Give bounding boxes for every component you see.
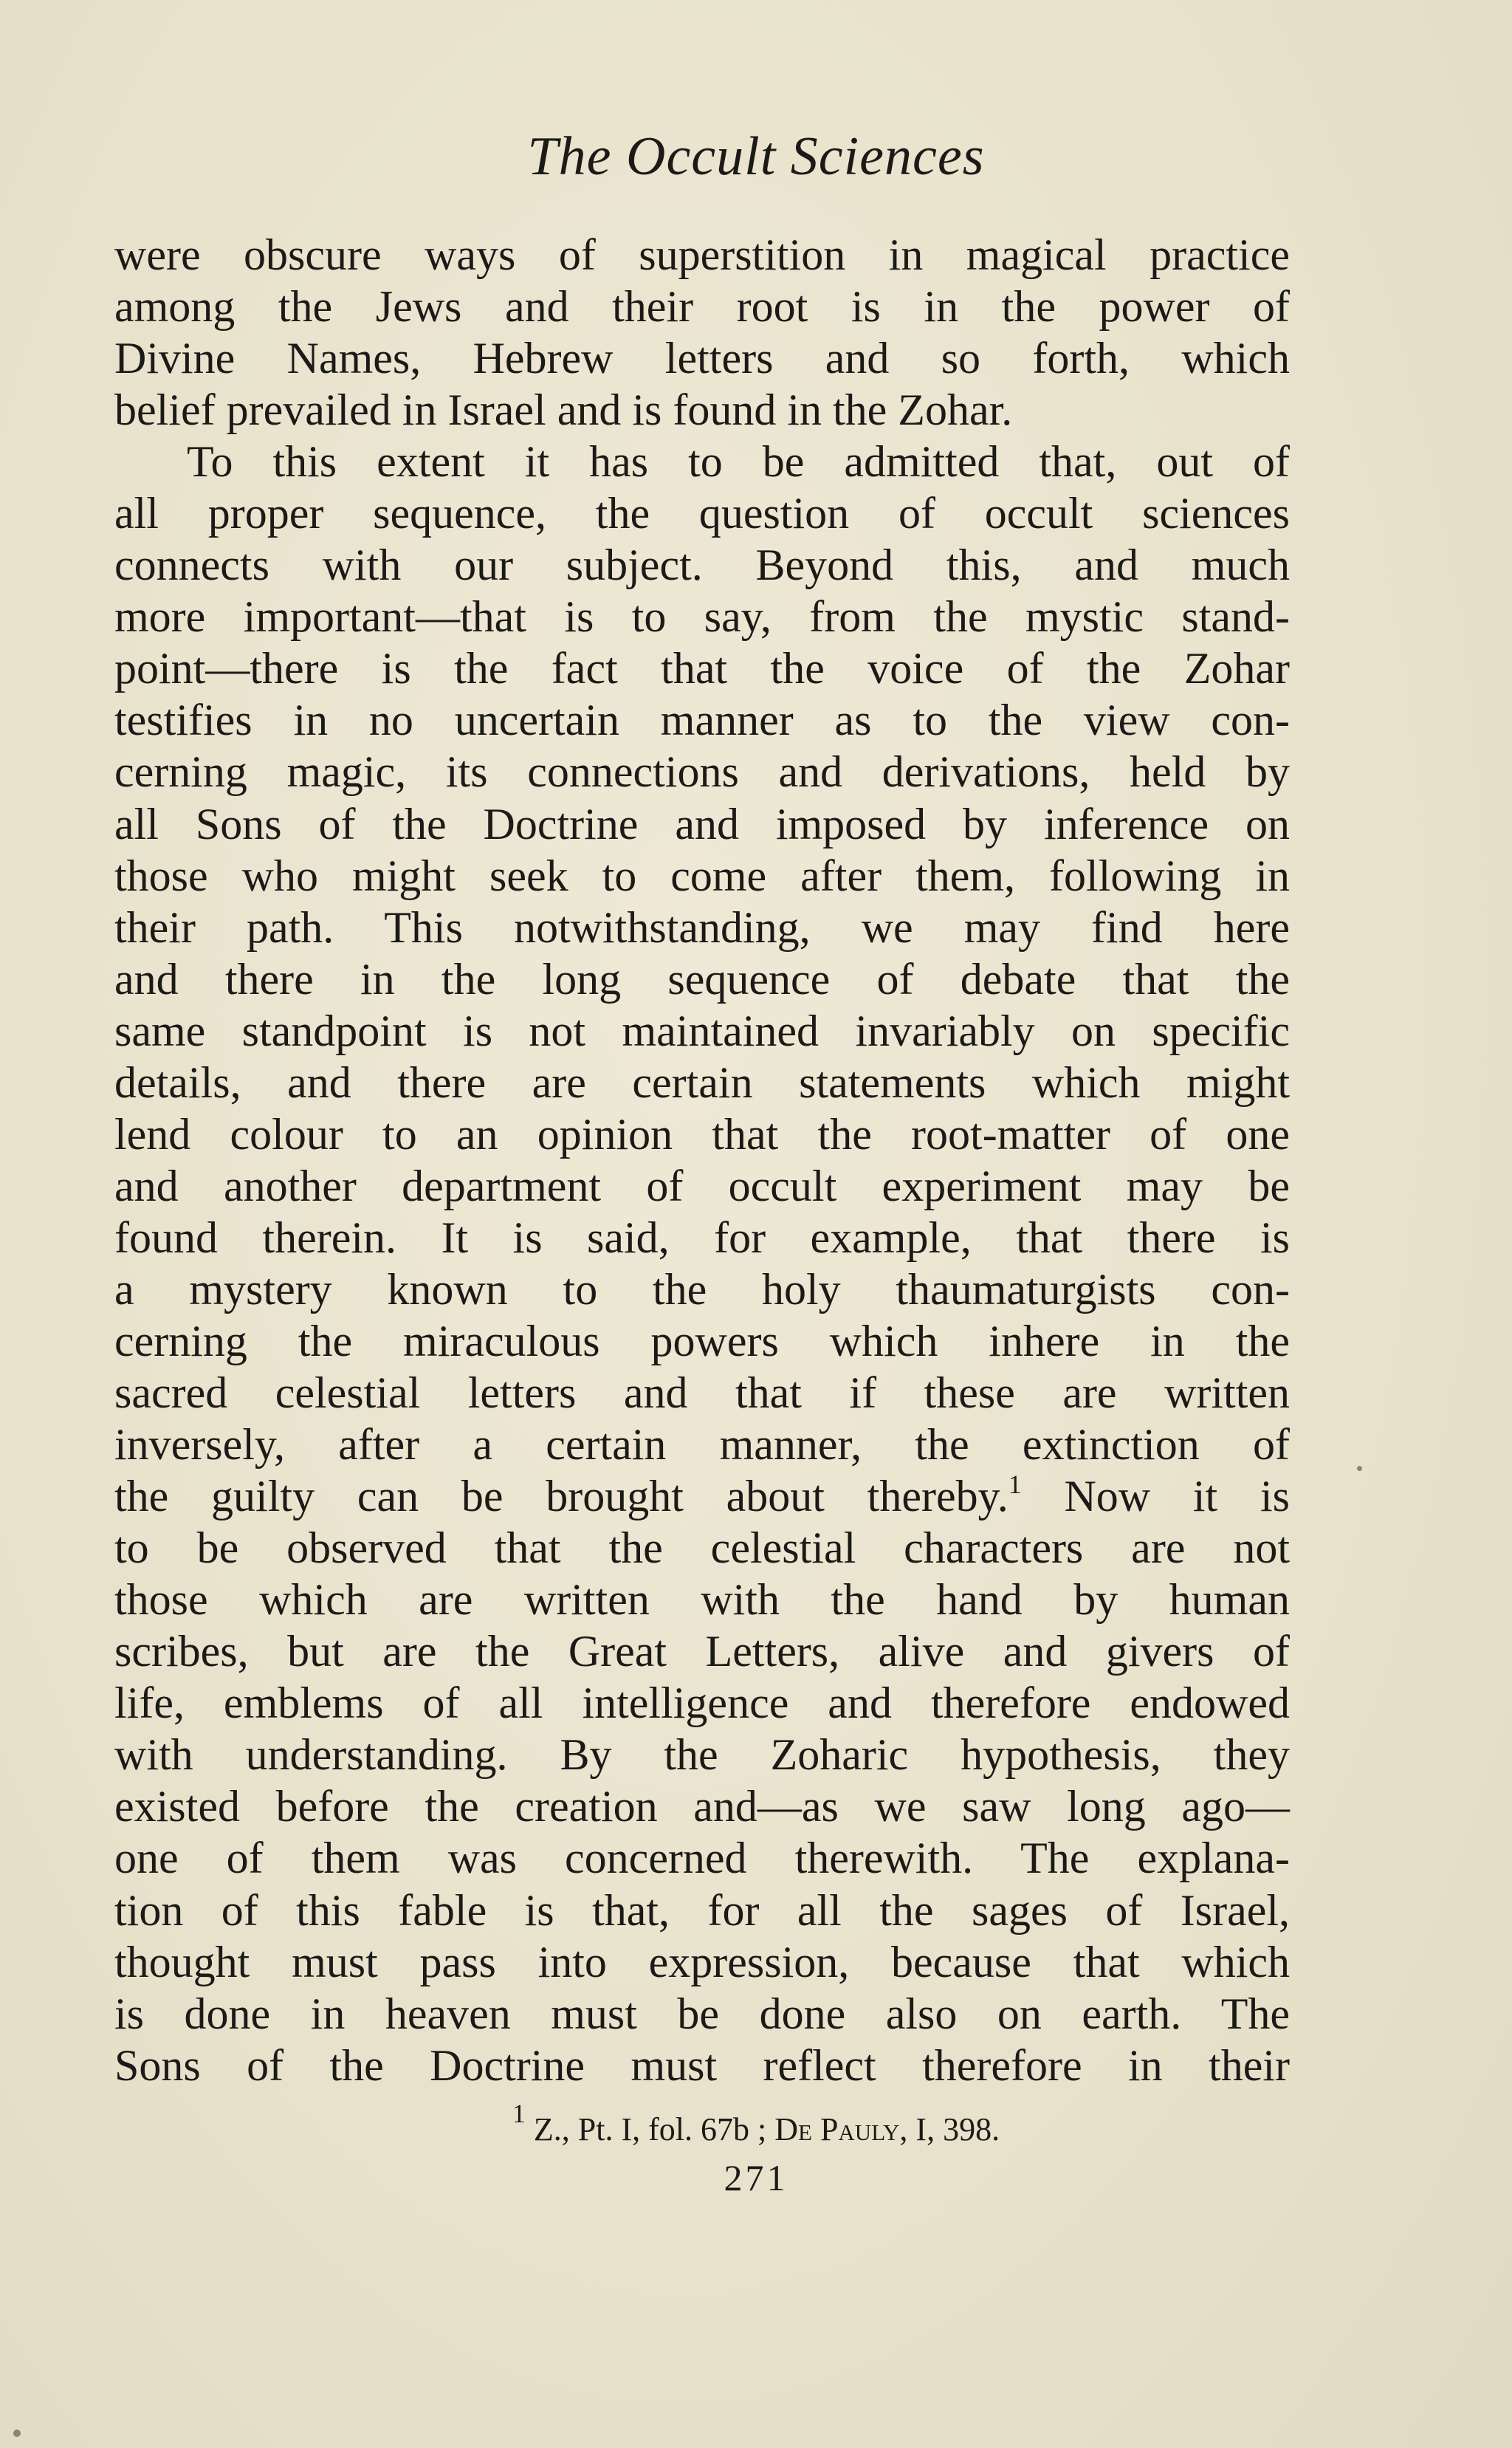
- footnote-author: De Pauly: [774, 2111, 900, 2147]
- text-line: with understanding. By the Zoharic hypothesis, they: [114, 1730, 1290, 1780]
- text-line: same standpoint is not maintained invariably on specific: [114, 1006, 1290, 1055]
- text-segment: the guilty can be brought about thereby.: [114, 1472, 1008, 1521]
- text-line: those which are written with the hand by human: [114, 1575, 1290, 1625]
- text-line: tion of this fable is that, for all the sages of Israel,: [114, 1885, 1290, 1935]
- text-line: connects with our subject. Beyond this, and much: [114, 541, 1290, 590]
- paper-speck: [13, 2430, 21, 2437]
- text-line: among the Jews and their root is in the power of: [114, 282, 1290, 332]
- text-line: thought must pass into expression, because that which: [114, 1937, 1290, 1986]
- footnote-marker: 1: [512, 2099, 526, 2128]
- footnote: [0, 2099, 1512, 2148]
- text-line: inversely, after a certain manner, the extinction of: [114, 1420, 1290, 1470]
- text-line: to be observed that the celestial characters are not: [114, 1523, 1290, 1573]
- text-line: and there in the long sequence of debate that the: [114, 954, 1290, 1004]
- text-segment: Now it is: [1021, 1472, 1290, 1521]
- text-line: To this extent it has to be admitted that, out of: [187, 437, 1290, 487]
- text-line: is done in heaven must be done also on earth. The: [114, 1989, 1290, 2038]
- paper-speck: [1357, 1466, 1362, 1471]
- text-line: details, and there are certain statements which might: [114, 1057, 1290, 1107]
- text-line: life, emblems of all intelligence and therefore endowed: [114, 1679, 1290, 1728]
- text-line: lend colour to an opinion that the root-matter of one: [114, 1109, 1290, 1159]
- footnote-locator: , I, 398.: [899, 2111, 1000, 2147]
- text-line: point—there is the fact that the voice of the Zohar: [114, 644, 1290, 693]
- footnote-reference-text: Z., Pt. I, fol. 67b ;: [533, 2111, 767, 2147]
- text-line: their path. This notwithstanding, we may find here: [114, 902, 1290, 952]
- text-line: all Sons of the Doctrine and imposed by inference on: [114, 799, 1290, 848]
- text-line: Sons of the Doctrine must reflect therefore in their: [114, 2040, 1290, 2090]
- page-number: 271: [724, 2157, 788, 2198]
- text-line: existed before the creation and—as we saw long ago—: [114, 1782, 1290, 1831]
- text-line-with-footnote-ref: [114, 1470, 1290, 1522]
- text-line: belief prevailed in Israel and is found in the Zohar.: [114, 385, 1013, 435]
- text-line: one of them was concerned therewith. The explana-: [114, 1834, 1290, 1883]
- text-line: more important—that is to say, from the mystic stand-: [114, 592, 1290, 642]
- text-line: found therein. It is said, for example, that there is: [114, 1213, 1290, 1262]
- text-line: a mystery known to the holy thaumaturgists con-: [114, 1264, 1290, 1314]
- text-line: all proper sequence, the question of occult sciences: [114, 489, 1290, 538]
- text-line: cerning magic, its connections and derivations, held by: [114, 747, 1290, 797]
- text-line: sacred celestial letters and that if these are written: [114, 1368, 1290, 1418]
- text-line: were obscure ways of superstition in magical practice: [114, 230, 1290, 279]
- text-line: and another department of occult experiment may be: [114, 1161, 1290, 1210]
- text-line: cerning the miraculous powers which inhere in the: [114, 1316, 1290, 1365]
- body-text: [114, 229, 1290, 2091]
- text-line: scribes, but are the Great Letters, alive and givers of: [114, 1627, 1290, 1676]
- text-line: those who might seek to come after them, following in: [114, 851, 1290, 900]
- text-line: testifies in no uncertain manner as to the view con-: [114, 696, 1290, 745]
- footnote-reference: 1: [1008, 1470, 1022, 1500]
- text-line: Divine Names, Hebrew letters and so forth, which: [114, 334, 1290, 383]
- running-head: The Occult Sciences: [527, 126, 985, 187]
